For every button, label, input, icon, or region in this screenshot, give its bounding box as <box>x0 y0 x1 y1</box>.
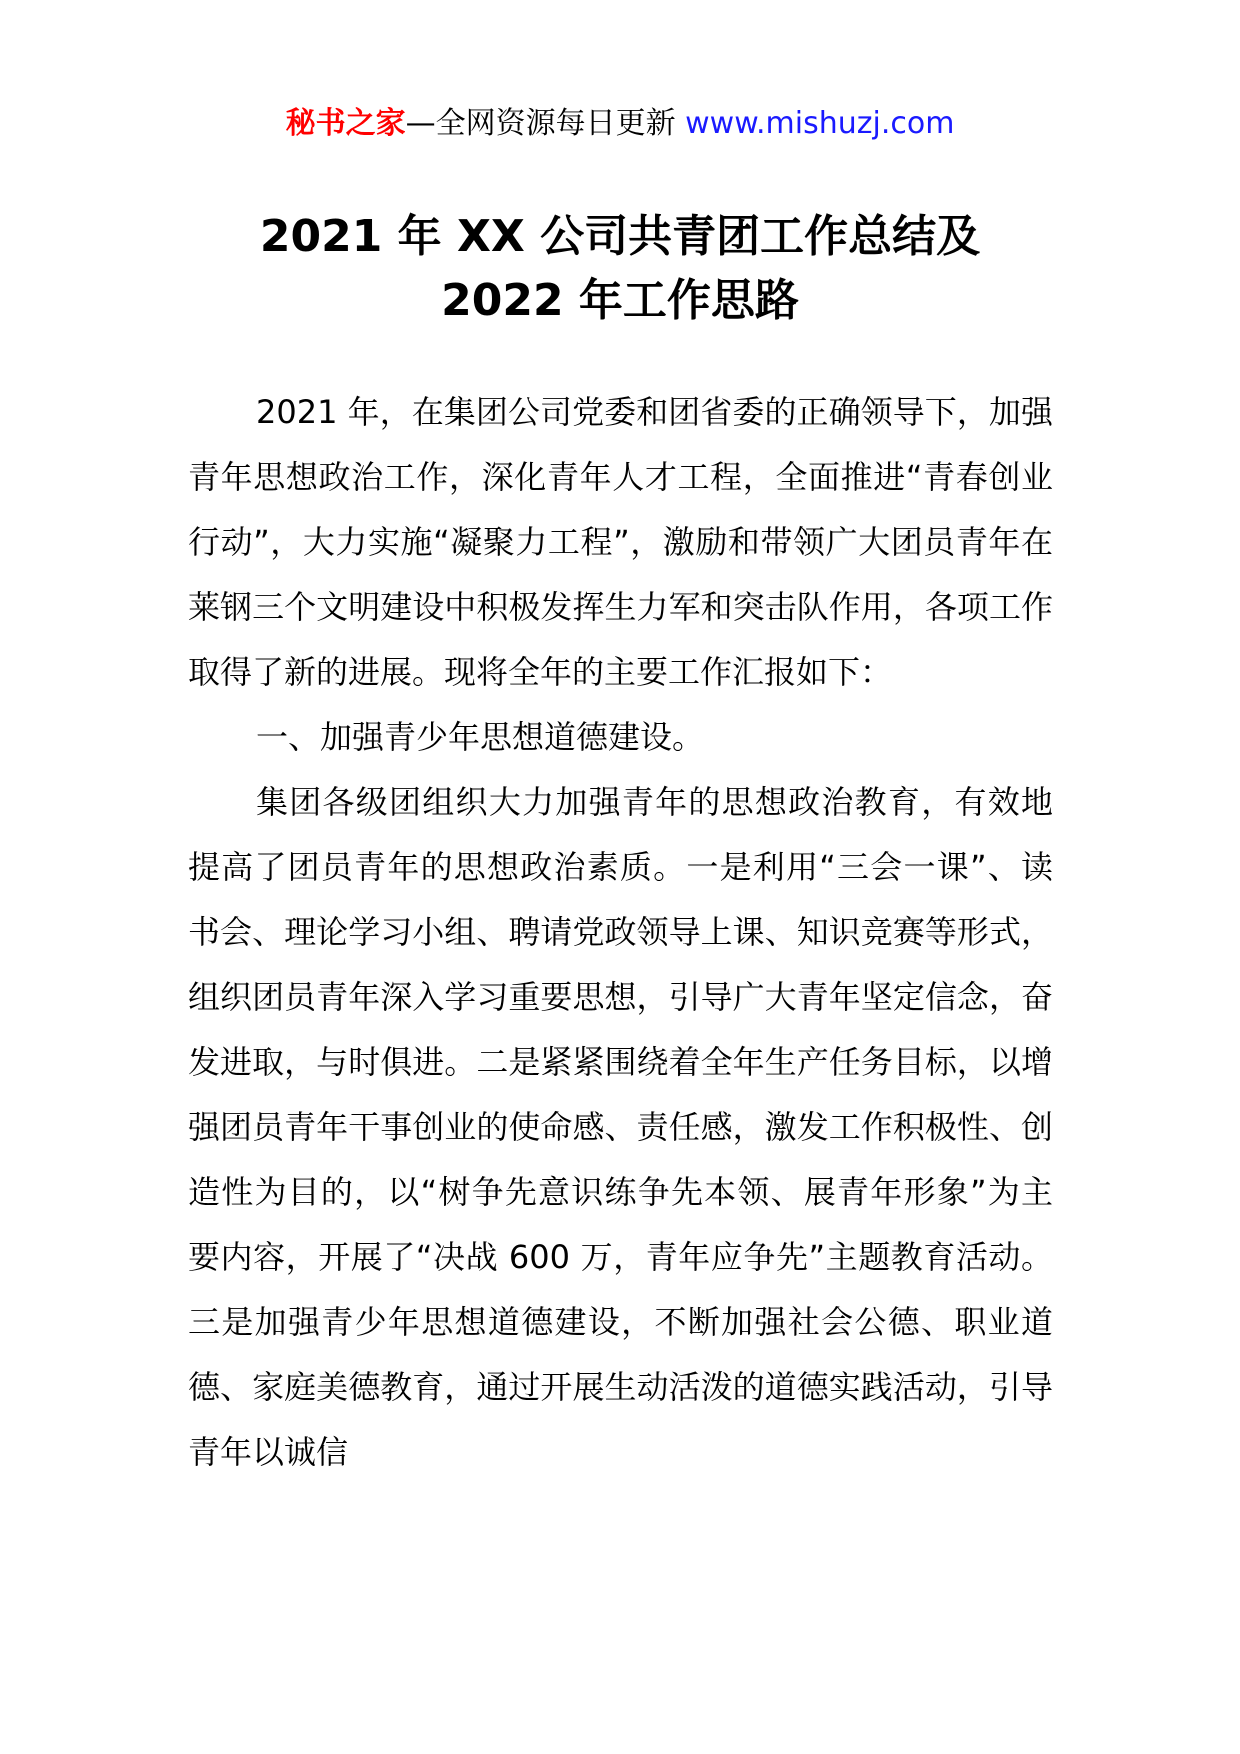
site-brand: 秘书之家 <box>285 106 406 141</box>
title-line-2: 2022 年工作思路 <box>441 275 799 326</box>
section-heading-1: 一、加强青少年思想道德建设。 <box>256 718 705 756</box>
document-body <box>188 380 1053 1485</box>
site-tagline: —全网资源每日更新 <box>405 106 676 141</box>
title-line-1: 2021 年 XX 公司共青团工作总结及 <box>259 211 981 262</box>
site-header <box>0 104 1240 144</box>
paragraph-intro: 2021 年，在集团公司党委和团省委的正确领导下，加强青年思想政治工作，深化青年人才工程，全面推进“青春创业行动”，大力实施“凝聚力工程”，激励和带领广大团员青年在莱钢三个文明建设中积极发挥生力军和突击队作用，各项工作取得了新的进展。现将全年的主要工作汇报如下： <box>188 393 1053 691</box>
paragraph-section-1: 集团各级团组织大力加强青年的思想政治教育，有效地提高了团员青年的思想政治素质。一是利用“三会一课”、读书会、理论学习小组、聘请党政领导上课、知识竞赛等形式，组织团员青年深入学习重要思想，引导广大青年坚定信念，奋发进取，与时俱进。二是紧紧围绕着全年生产任务目标，以增强团员青年干事创业的使命感、责任感，激发工作积极性、创造性为目的，以“树争先意识练争先本领、展青年形象”为主要内容，开展了“决战 600 万，青年应争先”主题教育活动。三是加强青少年思想道德建设，不断加强社会公德、职业道德、家庭美德教育，通过开展生动活泼的道德实践活动，引导青年以诚信 <box>188 783 1053 1471</box>
site-url-link[interactable]: www.mishuzj.com <box>685 106 955 141</box>
document-title <box>0 205 1240 333</box>
